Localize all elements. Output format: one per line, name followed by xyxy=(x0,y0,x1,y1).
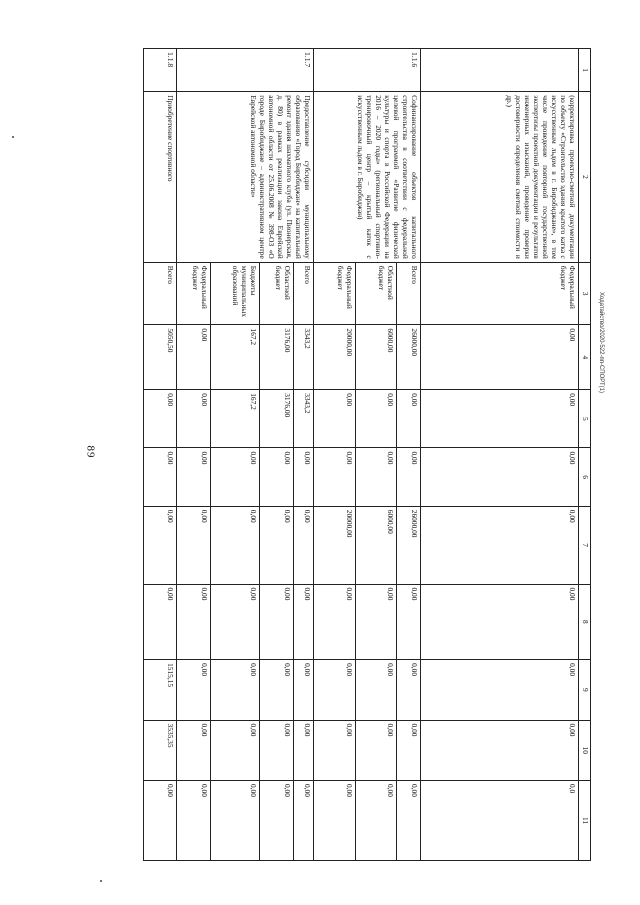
amount-cell: 26000,00 xyxy=(397,325,421,390)
amount-cell: 0,00 xyxy=(177,506,211,584)
amount-cell: 0,00 xyxy=(397,448,421,506)
budget-table xyxy=(143,48,591,861)
funding-source: Бюджеты муниципальных образований xyxy=(211,262,260,325)
table-row xyxy=(421,49,579,861)
amount-cell: 0,00 xyxy=(355,720,397,780)
amount-cell: 0,00 xyxy=(421,325,579,390)
col-header: 2 xyxy=(579,92,591,263)
amount-cell: 0,00 xyxy=(177,448,211,506)
header-row xyxy=(579,49,591,861)
amount-cell: 0,0 xyxy=(421,781,579,861)
amount-cell: 0,00 xyxy=(397,390,421,448)
amount-cell: 0,00 xyxy=(421,390,579,448)
amount-cell: 0,00 xyxy=(177,325,211,390)
amount-cell: 167,2 xyxy=(211,390,260,448)
amount-cell: 0,00 xyxy=(397,660,421,720)
amount-cell: 0,00 xyxy=(397,584,421,660)
amount-cell: 0,00 xyxy=(421,506,579,584)
amount-cell: 0,00 xyxy=(294,660,314,720)
row-code: 1.1.7 xyxy=(177,49,314,92)
amount-cell: 0,00 xyxy=(314,448,356,506)
amount-cell: 0,00 xyxy=(144,506,177,584)
footer-code: Ходатайство/2020-522-пп-СПОРТ(1) xyxy=(598,292,604,393)
amount-cell: 0,00 xyxy=(314,781,356,861)
amount-cell: 0,00 xyxy=(177,781,211,861)
amount-cell: 5050,50 xyxy=(144,325,177,390)
amount-cell: 0,00 xyxy=(211,448,260,506)
amount-cell: 0,00 xyxy=(260,781,294,861)
row-description: (корректировка проектно-сметной документации по объекту «Строительство здания крытого катка с искусственным льдом в г. Биробиджане», в том числе проведение повторной государственной экспертизы проектной документации и результатов инженерных изысканий, проведение проверки достоверности определения сметной стоимости и др.) xyxy=(421,92,579,263)
col-header: 5 xyxy=(579,390,591,448)
amount-cell: 0,00 xyxy=(294,506,314,584)
funding-source: Всего xyxy=(144,262,177,325)
funding-source: Всего xyxy=(294,262,314,325)
amount-cell: 0,00 xyxy=(260,448,294,506)
amount-cell: 0,00 xyxy=(294,584,314,660)
page-number: 89 xyxy=(84,445,97,459)
amount-cell: 20000,00 xyxy=(314,506,356,584)
amount-cell: 0,00 xyxy=(177,584,211,660)
amount-cell: 0,00 xyxy=(260,584,294,660)
amount-cell: 0,00 xyxy=(294,720,314,780)
amount-cell: 0,00 xyxy=(421,448,579,506)
amount-cell: 6000,00 xyxy=(355,325,397,390)
col-header: 9 xyxy=(579,660,591,720)
funding-source: Областной бюджет xyxy=(260,262,294,325)
amount-cell: 3343,2 xyxy=(294,390,314,448)
amount-cell: 6000,00 xyxy=(355,506,397,584)
amount-cell: 0,00 xyxy=(260,660,294,720)
amount-cell: 0,00 xyxy=(144,448,177,506)
amount-cell: 0,00 xyxy=(177,660,211,720)
row-code xyxy=(421,49,579,92)
amount-cell: 0,00 xyxy=(355,781,397,861)
amount-cell: 0,00 xyxy=(144,584,177,660)
amount-cell: 0,00 xyxy=(177,720,211,780)
col-header: 10 xyxy=(579,720,591,780)
amount-cell: 0,00 xyxy=(421,584,579,660)
scan-dot xyxy=(12,136,14,138)
col-header: 3 xyxy=(579,262,591,325)
amount-cell: 0,00 xyxy=(177,390,211,448)
amount-cell: 0,00 xyxy=(211,584,260,660)
amount-cell: 26000,00 xyxy=(397,506,421,584)
amount-cell: 0,00 xyxy=(355,660,397,720)
amount-cell: 0,00 xyxy=(211,660,260,720)
amount-cell: 0,00 xyxy=(355,584,397,660)
funding-source: Федеральный бюджет xyxy=(314,262,356,325)
amount-cell: 0,00 xyxy=(211,781,260,861)
amount-cell: 0,00 xyxy=(314,720,356,780)
row-code: 1.1.6 xyxy=(314,49,421,92)
amount-cell: 0,00 xyxy=(260,720,294,780)
amount-cell: 167,2 xyxy=(211,325,260,390)
scan-dot xyxy=(100,880,102,882)
funding-source: Федеральный бюджет xyxy=(177,262,211,325)
amount-cell: 20000,00 xyxy=(314,325,356,390)
col-header: 7 xyxy=(579,506,591,584)
amount-cell: 0,00 xyxy=(397,781,421,861)
row-description: Предоставление субсидии муниципальному образованию «Город Биробиджан» на капитальный ремонт здания шахматного клуба (ул. Пионерская, д. 80) в рамках реализации закона Еврейской автономной области от 25.06.2008 № 398-ОЗ «О городе Биробиджане – административном центре Еврейской автономной области» xyxy=(177,92,314,263)
amount-cell: 0,00 xyxy=(294,448,314,506)
amount-cell: 0,00 xyxy=(144,390,177,448)
amount-cell: 0,00 xyxy=(144,781,177,861)
col-header: 6 xyxy=(579,448,591,506)
table-row xyxy=(294,49,314,861)
amount-cell: 0,00 xyxy=(294,781,314,861)
col-header: 11 xyxy=(579,781,591,861)
col-header: 4 xyxy=(579,325,591,390)
table-row xyxy=(144,49,177,861)
amount-cell: 0,00 xyxy=(314,390,356,448)
rotated-table-container xyxy=(98,48,591,861)
amount-cell: 0,00 xyxy=(211,720,260,780)
row-description: Софинансирование объектов капитального строительства в соответствии с федеральной целевой программой «Развитие физической культуры и спорта в Российской Федерации на 2016 – 2020 годы» (региональный спортивно-тренировочный центр – крытый каток с искусственным льдом в г. Биробиджан) xyxy=(314,92,421,263)
amount-cell: 0,00 xyxy=(314,660,356,720)
row-code: 1.1.8 xyxy=(144,49,177,92)
amount-cell: 0,00 xyxy=(421,660,579,720)
amount-cell: 3535,35 xyxy=(144,720,177,780)
amount-cell: 3343,2 xyxy=(294,325,314,390)
amount-cell: 0,00 xyxy=(314,584,356,660)
amount-cell: 0,00 xyxy=(211,506,260,584)
row-description: Приобретение спортивного xyxy=(144,92,177,263)
amount-cell: 0,00 xyxy=(355,448,397,506)
col-header: 1 xyxy=(579,49,591,92)
amount-cell: 3176,00 xyxy=(260,325,294,390)
amount-cell: 0,00 xyxy=(260,506,294,584)
amount-cell: 3176,00 xyxy=(260,390,294,448)
funding-source: Федеральный бюджет xyxy=(421,262,579,325)
table-row xyxy=(397,49,421,861)
funding-source: Всего xyxy=(397,262,421,325)
funding-source: Областной бюджет xyxy=(355,262,397,325)
amount-cell: 0,00 xyxy=(397,720,421,780)
col-header: 8 xyxy=(579,584,591,660)
amount-cell: 0,00 xyxy=(355,390,397,448)
amount-cell: 1515,15 xyxy=(144,660,177,720)
amount-cell: 0,00 xyxy=(421,720,579,780)
